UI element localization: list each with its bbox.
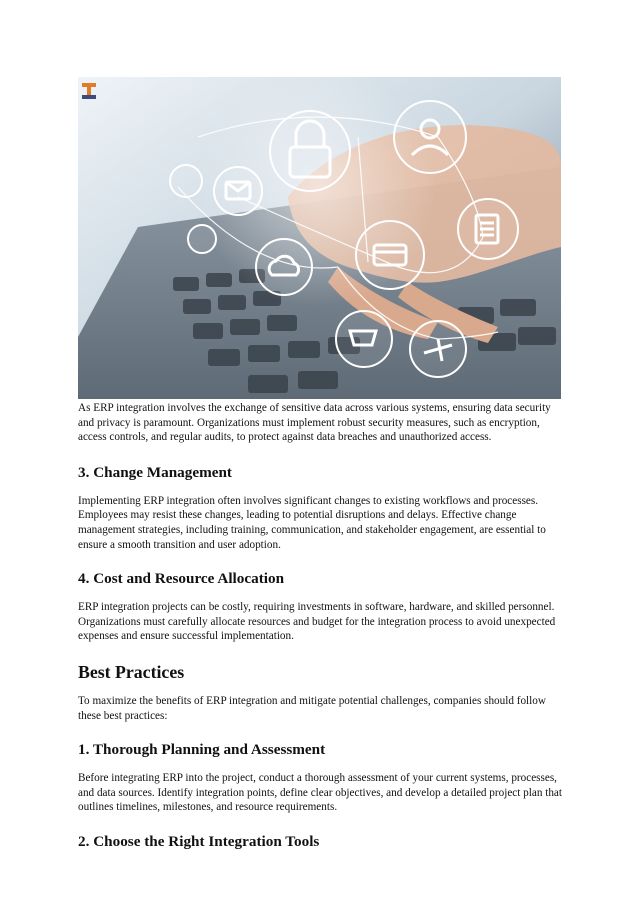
cloud-icon xyxy=(256,239,312,295)
cart-icon xyxy=(336,311,392,367)
heading-cost-allocation: 4. Cost and Resource Allocation xyxy=(78,570,285,588)
best-practices-body: To maximize the benefits of ERP integration and mitigate potential challenges, companies should follow these best practices: xyxy=(78,694,546,722)
card-icon xyxy=(356,221,424,289)
hero-image xyxy=(78,77,561,399)
article-content xyxy=(78,401,563,851)
heading-planning: 1. Thorough Planning and Assessment xyxy=(78,741,326,759)
heading-tools: 2. Choose the Right Integration Tools xyxy=(78,832,320,850)
user-icon xyxy=(170,165,202,197)
heading-best-practices: Best Practices xyxy=(78,661,185,682)
intro-paragraph: As ERP integration involves the exchange of sensitive data across various systems, ensuring data security and privacy is paramount. Organizations must implement robust security measures, such as encryption, access controls, and regular audits, to protect against data breaches and unauthorized access. xyxy=(78,402,551,444)
lock-icon xyxy=(270,111,350,191)
change-management-body: Implementing ERP integration often involves significant changes to existing workflows and processes. Employees may resist these changes, leading to potential disruptions and delays. Effective change management strategies, including training, communication, and stakeholder engagement, are essential to ensure a smooth transition and user adoption. xyxy=(78,494,546,551)
cost-allocation-body: ERP integration projects can be costly, requiring investments in software, hardware, and skilled personnel. Organizations must carefully allocate resources and budget for the integration process to avoid unexpected expenses and ensure successful implementation. xyxy=(78,601,556,643)
heading-change-management: 3. Change Management xyxy=(78,463,232,481)
planning-body: Before integrating ERP into the project, conduct a thorough assessment of your current systems, processes, and data sources. Identify integration points, define clear objectives, and develop a detailed project plan that outlines timelines, milestones, and resource requirements. xyxy=(78,772,562,814)
